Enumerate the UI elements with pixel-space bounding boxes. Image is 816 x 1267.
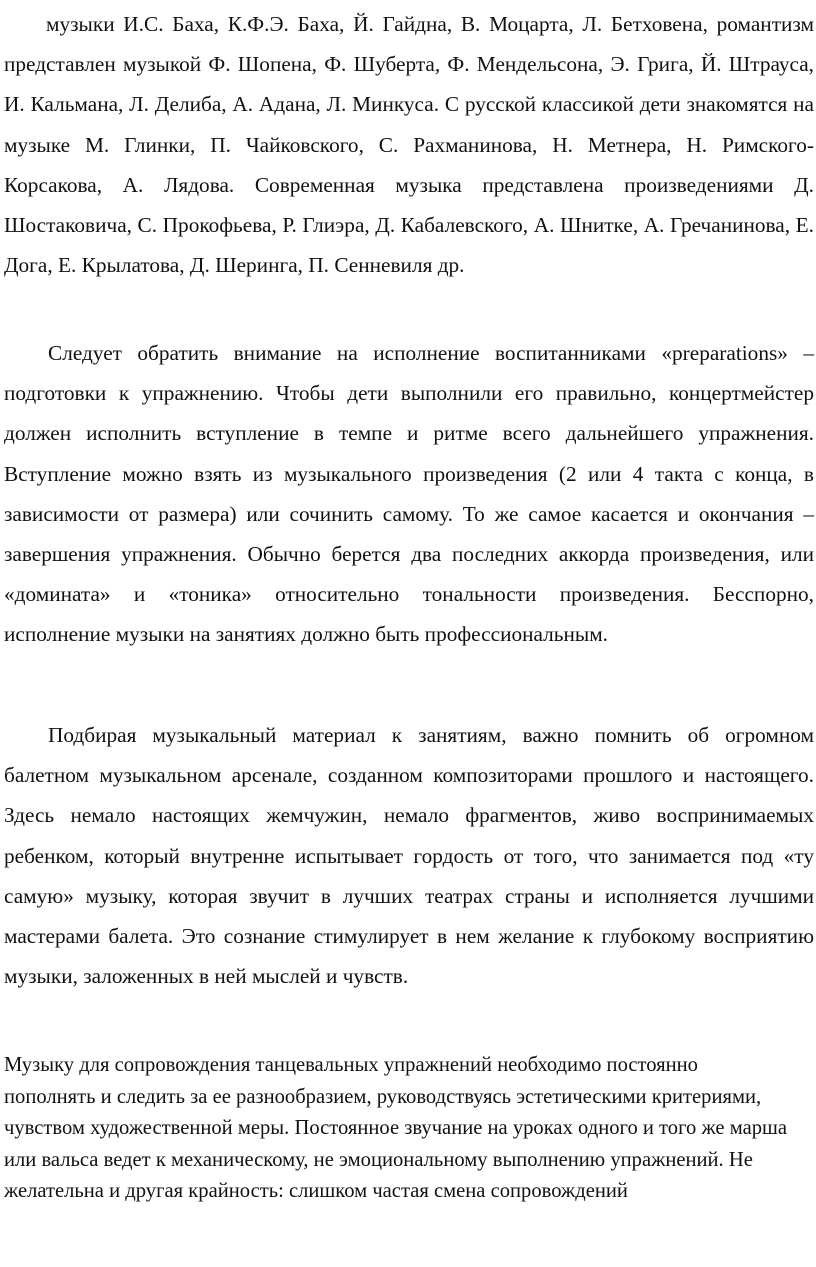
paragraph-ballet-repertoire: Подбирая музыкальный материал к занятиям, важно помнить об огромном балетном музыкальном арсенале, созданном композиторами прошлого и настоящего. Здесь немало настоящих жемчужин, немало фрагментов, живо воспринимаемых ребенком, который внутренне испытывает гордость от того, что занимается под «ту самую» музыку, которая звучит в лучших театрах страны и исполняется лучшими мастерами балета. Это сознание стимулирует в нем желание к глубокому восприятию музыки, заложенных в ней мыслей и чувств.: [4, 723, 814, 989]
paragraph-preparations: Следует обратить внимание на исполнение воспитанниками «preparations» – подготовки к упражнению. Чтобы дети выполнили его правильно, концертмейстер должен исполнить вступление в темпе и ритме всего дальнейшего упражнения. Вступление можно взять из музыкального произведения (2 или 4 такта с конца, в зависимости от размера) или сочинить самому. То же самое касается и окончания – завершения упражнения. Обычно берется два последних аккорда произведения, или «домината» и «тоника» относительно тональности произведения. Бесспорно, исполнение музыки на занятиях должно быть профессиональным.: [4, 341, 814, 647]
paragraph-accompaniment-variety: Музыку для сопровождения танцевальных упражнений необходимо постоянно пополнять и следить за ее разнообразием, руководствуясь эстетическими критериями, чувством художественной меры. Постоянное звучание на уроках одного и того же марша или вальса ведет к механическому, не эмоциональному выполнению упражнений. Не желательна и другая крайность: слишком частая смена сопровождений: [4, 1054, 788, 1202]
paragraph-composers-list: музыки И.С. Баха, К.Ф.Э. Баха, Й. Гайдна, В. Моцарта, Л. Бетховена, романтизм представлен музыкой Ф. Шопена, Ф. Шуберта, Ф. Мендельсона, Э. Грига, Й. Штрауса, И. Кальмана, Л. Делиба, А. Адана, Л. Минкуса. С русской классикой дети знакомятся на музыке М. Глинки, П. Чайковского, С. Рахманинова, Н. Метнера, Н. Римского-Корсакова, А. Лядова. Современная музыка представлена произведениями Д. Шостаковича, С. Прокофьева, Р. Глиэра, Д. Кабалевского, А. Шнитке, А. Гречанинова, Е. Дога, Е. Крылатова, Д. Шеринга, П. Сенневиля др.: [4, 12, 814, 278]
